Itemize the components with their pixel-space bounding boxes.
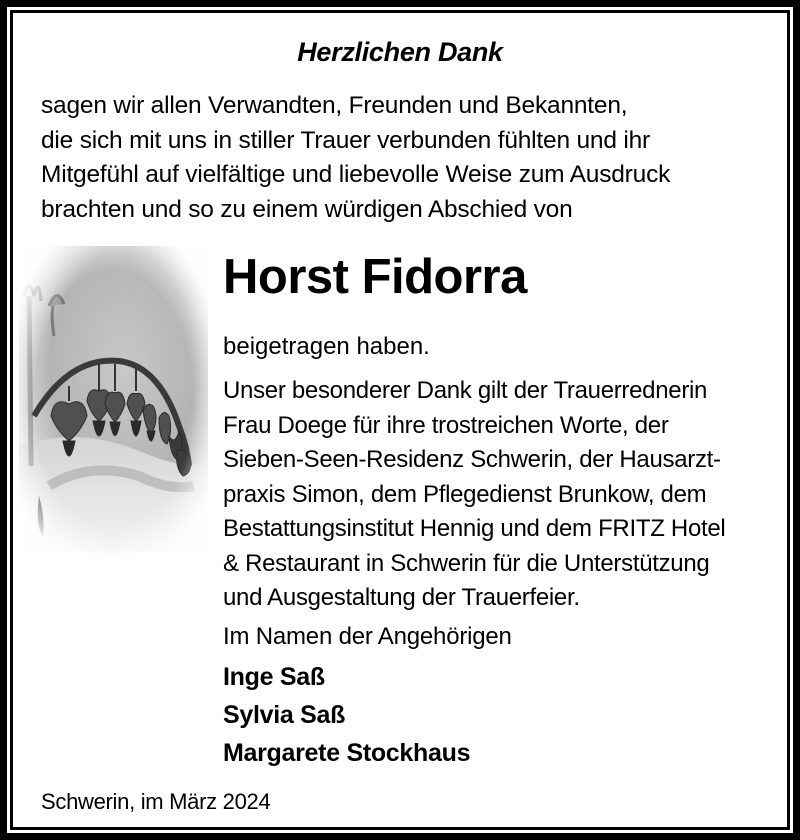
place-date: Schwerin, im März 2024	[41, 789, 271, 814]
signer-name: Inge Saß	[223, 663, 325, 691]
signer-name: Margarete Stockhaus	[223, 739, 471, 767]
signer-name: Sylvia Saß	[223, 701, 346, 729]
thanks-line: und Ausgestaltung der Trauerfeier.	[223, 584, 580, 611]
thanks-text	[223, 374, 725, 616]
thanks-line: & Restaurant in Schwerin für die Unterstützung	[223, 549, 710, 577]
notice-card	[10, 10, 790, 830]
contribution-line: beigetragen haben.	[223, 333, 430, 360]
thanks-line: praxis Simon, dem Pflegedienst Brunkow, dem	[223, 480, 707, 508]
intro-text	[41, 89, 670, 227]
flower-image	[19, 246, 208, 553]
intro-line: Mitgefühl auf vielfältige und liebevolle Weise zum Ausdruck	[41, 161, 671, 188]
thanks-line: Sieben-Seen-Residenz Schwerin, der Hausarzt-	[223, 446, 721, 473]
heading: Herzlichen Dank	[297, 37, 503, 67]
intro-line: sagen wir allen Verwandten, Freunden und Bekannten,	[41, 92, 628, 119]
outer-frame	[7, 7, 793, 833]
thanks-line: Unser besonderer Dank gilt der Trauerrednerin	[223, 377, 708, 404]
deceased-name: Horst Fidorra	[223, 250, 527, 304]
intro-line: die sich mit uns in stiller Trauer verbunden fühlten und ihr	[41, 126, 650, 154]
intro-line: brachten und so zu einem würdigen Abschied von	[41, 195, 573, 223]
thanks-line: Bestattungsinstitut Hennig und dem FRITZ Hotel	[223, 515, 726, 542]
thanks-line: Frau Doege für ihre trostreichen Worte, der	[223, 411, 669, 439]
signoff: Im Namen der Angehörigen	[223, 623, 512, 650]
